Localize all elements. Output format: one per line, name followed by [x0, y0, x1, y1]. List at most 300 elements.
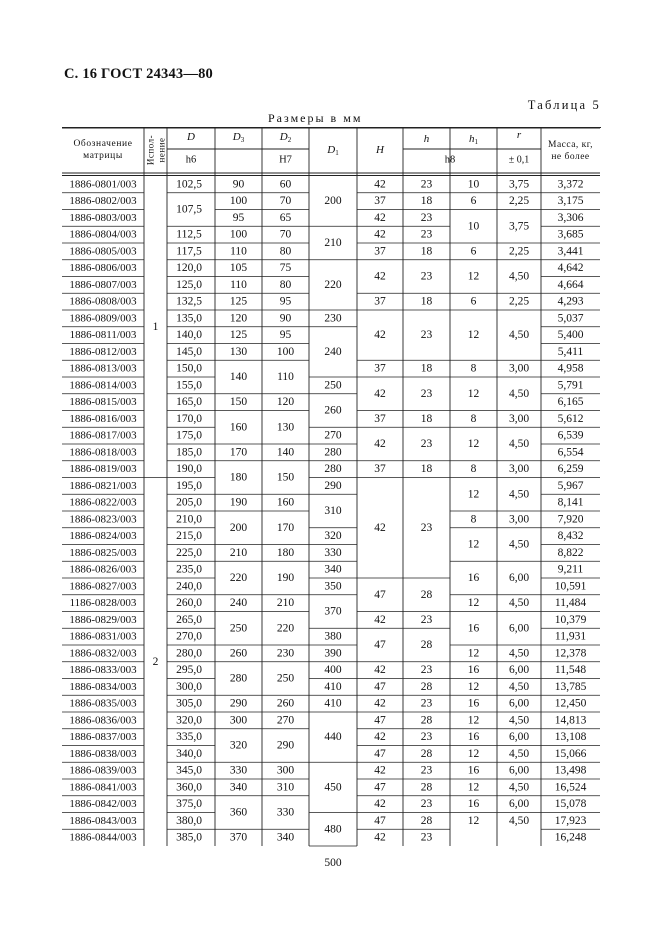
cell-h: 18	[420, 463, 433, 476]
cell-D: 235,0	[176, 563, 202, 576]
row-designation: 1886-0823/003	[69, 513, 137, 526]
cell-H: 42	[374, 329, 386, 342]
row-designation: 1886-0842/003	[69, 798, 137, 811]
cell-D2: 95	[279, 295, 292, 308]
cell-D2: 310	[276, 781, 295, 794]
cell-D: 132,5	[176, 295, 202, 308]
cell-mass: 6,165	[557, 396, 584, 409]
cell-r: 4,50	[508, 597, 530, 610]
col-r-label: r	[516, 129, 522, 141]
cell-D2: 170	[276, 521, 295, 534]
row-designation: 1886-0835/003	[69, 697, 137, 710]
cell-D3: 140	[229, 371, 248, 383]
cell-D2: 340	[276, 831, 295, 844]
cell-h: 23	[420, 521, 433, 534]
cell-mass: 14,813	[554, 714, 587, 727]
cell-r: 3,00	[508, 412, 530, 425]
row-designation: 1886-0813/003	[69, 362, 137, 375]
cell-H: 42	[374, 664, 386, 677]
row-designation: 1886-0804/003	[69, 228, 137, 241]
cell-H: 47	[374, 814, 386, 827]
cell-D1: 280	[324, 446, 342, 459]
row-designation: 1886-0818/003	[69, 446, 137, 459]
cell-D: 120,0	[176, 262, 202, 275]
cell-D: 205,0	[176, 496, 202, 509]
cell-h1: 16	[467, 572, 480, 584]
table-number: Таблица 5	[527, 98, 601, 112]
variant-group-label: 2	[152, 655, 159, 668]
cell-r: 4,50	[508, 814, 530, 827]
cell-r: 3,75	[508, 178, 530, 191]
cell-H: 42	[374, 438, 386, 450]
cell-D: 107,5	[176, 203, 202, 216]
cell-D2: 90	[279, 312, 292, 325]
col-mass-label: Масса, кг,	[548, 140, 593, 150]
cell-mass: 6,259	[557, 463, 584, 476]
cell-D1: 410	[324, 697, 342, 710]
cell-h1: 16	[467, 798, 480, 811]
cell-h: 18	[420, 362, 433, 375]
cell-mass: 17,923	[554, 814, 587, 827]
cell-D3: 320	[229, 739, 248, 752]
cell-r: 4,50	[508, 747, 530, 760]
cell-D: 102,5	[176, 178, 202, 191]
cell-h1: 6	[470, 245, 477, 258]
row-designation: 1886-0826/003	[69, 563, 137, 576]
cell-r: 4,50	[508, 781, 530, 794]
cell-D2: 330	[276, 806, 295, 819]
cell-D: 117,5	[176, 245, 202, 258]
cell-r: 6,00	[508, 697, 530, 710]
cell-D2: 100	[276, 345, 295, 358]
cell-mass: 5,612	[557, 412, 584, 425]
row-designation: 1886-0816/003	[69, 412, 137, 425]
cell-mass: 11,484	[554, 597, 587, 610]
cell-h: 23	[420, 270, 433, 283]
cell-h1: 12	[467, 488, 480, 501]
cell-D3: 340	[229, 781, 248, 794]
cell-H: 42	[374, 731, 386, 744]
cell-H: 47	[374, 680, 386, 693]
col-h-label: h	[423, 133, 430, 145]
cell-D: 140,0	[176, 329, 202, 342]
cell-D: 320,0	[176, 714, 202, 727]
cell-D3: 300	[229, 714, 248, 727]
cell-D3: 200	[229, 521, 248, 534]
cell-mass: 3,372	[557, 178, 584, 191]
cell-h1: 12	[467, 714, 480, 727]
cell-D1: 270	[324, 429, 342, 442]
row-designation: 1886-0844/003	[69, 831, 137, 844]
row-designation: 1886-0806/003	[69, 262, 137, 275]
cell-h: 23	[420, 329, 433, 342]
cell-mass: 13,108	[554, 731, 587, 744]
cell-D1: 310	[324, 505, 342, 517]
cell-mass: 11,548	[554, 664, 587, 677]
cell-D1: 230	[324, 312, 342, 325]
cell-mass: 15,066	[554, 747, 587, 760]
cell-r: 4,50	[508, 329, 530, 342]
cell-D2: 130	[276, 421, 295, 434]
cell-mass: 10,379	[554, 613, 587, 626]
cell-D1: 410	[324, 680, 342, 693]
cell-D: 360,0	[176, 781, 202, 794]
cell-D3: 100	[229, 228, 248, 241]
cell-D3: 120	[229, 312, 248, 325]
row-designation: 1886-0833/003	[69, 664, 137, 677]
row-designation: 1886-0821/003	[69, 479, 137, 492]
cell-h: 28	[420, 714, 433, 727]
cell-D3: 250	[229, 622, 248, 635]
cell-D: 270,0	[176, 630, 202, 643]
cell-D: 295,0	[176, 664, 202, 677]
cell-D2: 80	[279, 245, 292, 258]
cell-D1: 390	[324, 647, 342, 660]
cell-D: 340,0	[176, 747, 202, 760]
cell-h1: 16	[467, 622, 480, 635]
cell-h1: 12	[467, 597, 480, 610]
cell-D: 335,0	[176, 731, 202, 744]
cell-r: 4,50	[508, 488, 530, 501]
cell-D2: 95	[279, 329, 292, 342]
col-D3-label: $D_3$	[232, 131, 245, 144]
cell-r: 4,50	[508, 647, 530, 660]
cell-D3: 190	[229, 496, 248, 509]
cell-H: 37	[374, 362, 386, 375]
cell-D: 195,0	[176, 479, 202, 492]
cell-D3: 90	[232, 178, 245, 191]
cell-D3: 95	[232, 211, 245, 224]
row-designation: 1886-0802/003	[69, 195, 137, 208]
cell-D2: 220	[276, 622, 295, 635]
cell-D1: 240	[324, 345, 342, 358]
row-designation: 1886-0837/003	[69, 731, 137, 744]
row-designation: 1886-0805/003	[69, 245, 137, 258]
dimensions-note: Размеры в мм	[268, 111, 363, 125]
cell-mass: 13,785	[554, 680, 587, 693]
cell-r: 2,25	[508, 245, 530, 258]
cell-H: 42	[374, 178, 386, 191]
cell-D1: 450	[324, 781, 342, 794]
cell-D1: 250	[324, 379, 342, 392]
cell-D3: 110	[230, 245, 247, 258]
cell-D3: 125	[229, 295, 248, 308]
cell-h: 18	[420, 245, 433, 258]
cell-D: 280,0	[176, 647, 202, 660]
col-h-tolerance: h8	[444, 154, 456, 166]
cell-D1: 350	[324, 580, 342, 593]
cell-D1: 340	[324, 563, 342, 576]
cell-r: 3,75	[508, 220, 530, 233]
cell-h: 28	[420, 588, 433, 601]
row-designation: 1886-0822/003	[69, 496, 137, 509]
cell-D2: 210	[276, 597, 295, 610]
cell-mass: 10,591	[554, 580, 587, 593]
row-designation: 1886-0843/003	[69, 814, 137, 827]
cell-D1: 500	[324, 856, 342, 869]
row-designation: 1886-0803/003	[69, 211, 137, 224]
cell-h: 28	[420, 814, 433, 827]
cell-h: 23	[420, 228, 433, 241]
cell-D: 155,0	[176, 379, 202, 392]
cell-D2: 70	[279, 195, 292, 208]
cell-h1: 12	[467, 538, 480, 551]
cell-mass: 4,664	[557, 278, 584, 291]
cell-h1: 12	[467, 781, 480, 794]
cell-D2: 80	[279, 278, 292, 291]
cell-D: 265,0	[176, 613, 202, 626]
cell-mass: 16,248	[554, 831, 587, 844]
col-D2-tolerance: H7	[279, 154, 292, 166]
cell-D2: 180	[276, 546, 295, 559]
cell-h: 18	[420, 412, 433, 425]
cell-h: 23	[420, 211, 433, 224]
cell-r: 2,25	[508, 195, 530, 208]
row-designation: 1886-0814/003	[69, 379, 137, 392]
cell-mass: 3,441	[557, 245, 584, 258]
cell-r: 6,00	[508, 664, 530, 677]
cell-h1: 16	[467, 697, 480, 710]
cell-h: 23	[420, 664, 433, 677]
cell-mass: 5,037	[557, 312, 584, 325]
cell-H: 42	[374, 228, 386, 241]
cell-D1: 260	[324, 404, 342, 417]
col-D1-label: $D_1$	[327, 144, 339, 157]
cell-mass: 4,958	[557, 362, 584, 375]
row-designation: 1886-0819/003	[69, 463, 137, 476]
cell-mass: 15,078	[554, 798, 587, 811]
cell-mass: 8,141	[557, 496, 584, 509]
cell-D3: 125	[229, 329, 248, 342]
cell-D2: 260	[276, 697, 295, 710]
cell-mass: 6,539	[557, 429, 584, 442]
row-designation: 1886-0839/003	[69, 764, 137, 777]
cell-D1: 480	[324, 823, 342, 836]
cell-D: 185,0	[176, 446, 202, 459]
cell-h: 28	[420, 747, 433, 760]
cell-H: 47	[374, 639, 386, 651]
cell-h: 18	[420, 295, 433, 308]
cell-h: 23	[420, 831, 433, 844]
cell-h: 28	[420, 680, 433, 693]
cell-mass: 9,211	[557, 563, 584, 576]
cell-H: 47	[374, 747, 386, 760]
cell-D: 300,0	[176, 680, 202, 693]
cell-r: 4,50	[508, 387, 530, 400]
col-D2-label: $D_2$	[279, 131, 292, 144]
cell-D: 125,0	[176, 278, 202, 291]
cell-H: 37	[374, 412, 386, 425]
cell-D2: 160	[276, 496, 295, 509]
row-designation: 1886-0829/003	[69, 613, 137, 626]
cell-h: 23	[420, 731, 433, 744]
cell-D3: 105	[229, 262, 248, 275]
row-designation: 1886-0817/003	[69, 429, 137, 442]
cell-mass: 16,524	[554, 781, 587, 794]
cell-D: 375,0	[176, 798, 202, 811]
cell-D: 210,0	[176, 513, 202, 526]
cell-mass: 12,378	[554, 647, 587, 660]
cell-D: 170,0	[176, 412, 202, 425]
cell-D2: 300	[276, 764, 295, 777]
cell-h1: 16	[467, 731, 480, 744]
cell-D: 190,0	[176, 463, 202, 476]
cell-D3: 370	[229, 831, 248, 844]
cell-H: 42	[374, 521, 386, 534]
row-designation: 1886-0812/003	[69, 345, 137, 358]
cell-D: 145,0	[176, 345, 202, 358]
cell-r: 3,00	[508, 513, 530, 526]
cell-H: 37	[374, 295, 386, 308]
cell-h1: 12	[467, 814, 480, 827]
cell-h: 23	[420, 438, 433, 450]
cell-D2: 250	[276, 672, 295, 685]
cell-H: 47	[374, 714, 386, 727]
cell-H: 47	[374, 781, 386, 794]
cell-H: 42	[374, 270, 386, 283]
cell-h1: 12	[467, 438, 480, 450]
cell-D2: 75	[279, 262, 292, 275]
cell-mass: 3,306	[557, 211, 584, 224]
page-header: С. 16 ГОСТ 24343—80	[64, 66, 213, 82]
cell-D: 380,0	[176, 814, 202, 827]
col-designation-label: матрицы	[83, 151, 123, 161]
cell-mass: 3,685	[557, 228, 584, 241]
cell-D3: 170	[229, 446, 248, 459]
cell-mass: 4,642	[557, 262, 584, 275]
cell-D3: 360	[229, 806, 248, 819]
cell-D2: 140	[276, 446, 295, 459]
cell-D1: 370	[324, 605, 342, 618]
cell-mass: 5,400	[557, 329, 584, 342]
cell-D2: 65	[279, 211, 292, 224]
cell-h: 28	[420, 781, 433, 794]
row-designation: 1886-0811/003	[69, 329, 137, 342]
cell-D: 112,5	[176, 228, 202, 241]
cell-r: 6,00	[508, 572, 530, 584]
cell-D3: 110	[230, 278, 247, 291]
cell-D1: 220	[324, 278, 342, 291]
cell-D3: 160	[229, 421, 248, 434]
cell-h1: 12	[467, 647, 480, 660]
col-designation-label: Обозначение	[73, 139, 133, 149]
row-designation: 1886-0831/003	[69, 630, 137, 643]
cell-h: 28	[420, 639, 433, 651]
cell-h1: 16	[467, 764, 480, 777]
cell-H: 37	[374, 463, 386, 476]
cell-h1: 10	[467, 220, 480, 233]
cell-D1: 440	[324, 731, 342, 744]
variant-group-label: 1	[152, 320, 159, 333]
cell-H: 42	[374, 211, 386, 224]
cell-D: 215,0	[176, 530, 202, 543]
cell-D3: 280	[229, 672, 248, 685]
col-r-tolerance: ± 0,1	[508, 154, 530, 166]
cell-r: 3,00	[508, 463, 530, 476]
cell-H: 42	[374, 697, 386, 710]
cell-D1: 380	[324, 630, 342, 643]
cell-mass: 12,450	[554, 697, 587, 710]
cell-H: 42	[374, 613, 386, 626]
cell-D: 175,0	[176, 429, 202, 442]
row-designation: 1186-0828/003	[69, 597, 137, 610]
cell-D1: 330	[324, 546, 342, 559]
cell-H: 42	[374, 387, 386, 400]
cell-D1: 210	[324, 237, 342, 249]
cell-h1: 12	[467, 680, 480, 693]
cell-h1: 10	[467, 178, 480, 191]
row-designation: 1886-0836/003	[69, 714, 137, 727]
cell-h: 23	[420, 613, 433, 626]
col-variant-label: Испол-	[145, 134, 156, 166]
cell-r: 4,50	[508, 270, 530, 283]
cell-h: 23	[420, 798, 433, 811]
cell-r: 6,00	[508, 731, 530, 744]
cell-mass: 5,791	[557, 379, 584, 392]
cell-h1: 12	[467, 387, 480, 400]
cell-mass: 5,967	[557, 479, 584, 492]
cell-h1: 8	[470, 412, 477, 425]
cell-D1: 320	[324, 530, 342, 543]
cell-D: 240,0	[176, 580, 202, 593]
cell-D: 150,0	[176, 362, 202, 375]
cell-D3: 180	[229, 471, 248, 484]
cell-mass: 5,411	[557, 345, 584, 358]
cell-D2: 120	[276, 396, 295, 409]
cell-h1: 6	[470, 195, 477, 208]
col-h1-label: $h_1$	[469, 133, 478, 146]
cell-D3: 210	[229, 546, 248, 559]
row-designation: 1886-0841/003	[69, 781, 137, 794]
cell-r: 4,50	[508, 438, 530, 450]
cell-h1: 6	[470, 295, 477, 308]
col-D-label: D	[187, 131, 195, 143]
cell-mass: 7,920	[557, 513, 584, 526]
cell-mass: 4,293	[557, 295, 584, 308]
cell-D3: 100	[229, 195, 248, 208]
cell-h: 23	[420, 764, 433, 777]
row-designation: 1886-0825/003	[69, 546, 137, 559]
row-designation: 1886-0801/003	[69, 178, 137, 191]
cell-mass: 6,554	[557, 446, 584, 459]
row-designation: 1886-0824/003	[69, 530, 137, 543]
cell-h1: 16	[467, 664, 480, 677]
cell-D: 260,0	[176, 597, 202, 610]
cell-H: 42	[374, 764, 386, 777]
cell-D2: 150	[276, 471, 295, 484]
cell-mass: 3,175	[557, 195, 584, 208]
row-designation: 1886-0809/003	[69, 312, 137, 325]
row-designation: 1886-0808/003	[69, 295, 137, 308]
col-D-tolerance: h6	[185, 154, 197, 166]
cell-D1: 290	[324, 479, 342, 492]
cell-r: 6,00	[508, 764, 530, 777]
cell-D2: 60	[279, 178, 292, 191]
cell-D3: 290	[229, 697, 248, 710]
cell-D3: 150	[229, 396, 248, 409]
cell-h: 23	[420, 387, 433, 400]
cell-D: 305,0	[176, 697, 202, 710]
cell-H: 37	[374, 195, 386, 208]
cell-H: 42	[374, 798, 386, 811]
cell-h1: 8	[470, 362, 477, 375]
cell-D3: 330	[229, 764, 248, 777]
cell-h1: 12	[467, 329, 480, 342]
cell-h1: 12	[467, 747, 480, 760]
row-designation: 1886-0815/003	[69, 396, 137, 409]
cell-mass: 11,931	[554, 630, 587, 643]
col-H-label: H	[376, 144, 384, 156]
